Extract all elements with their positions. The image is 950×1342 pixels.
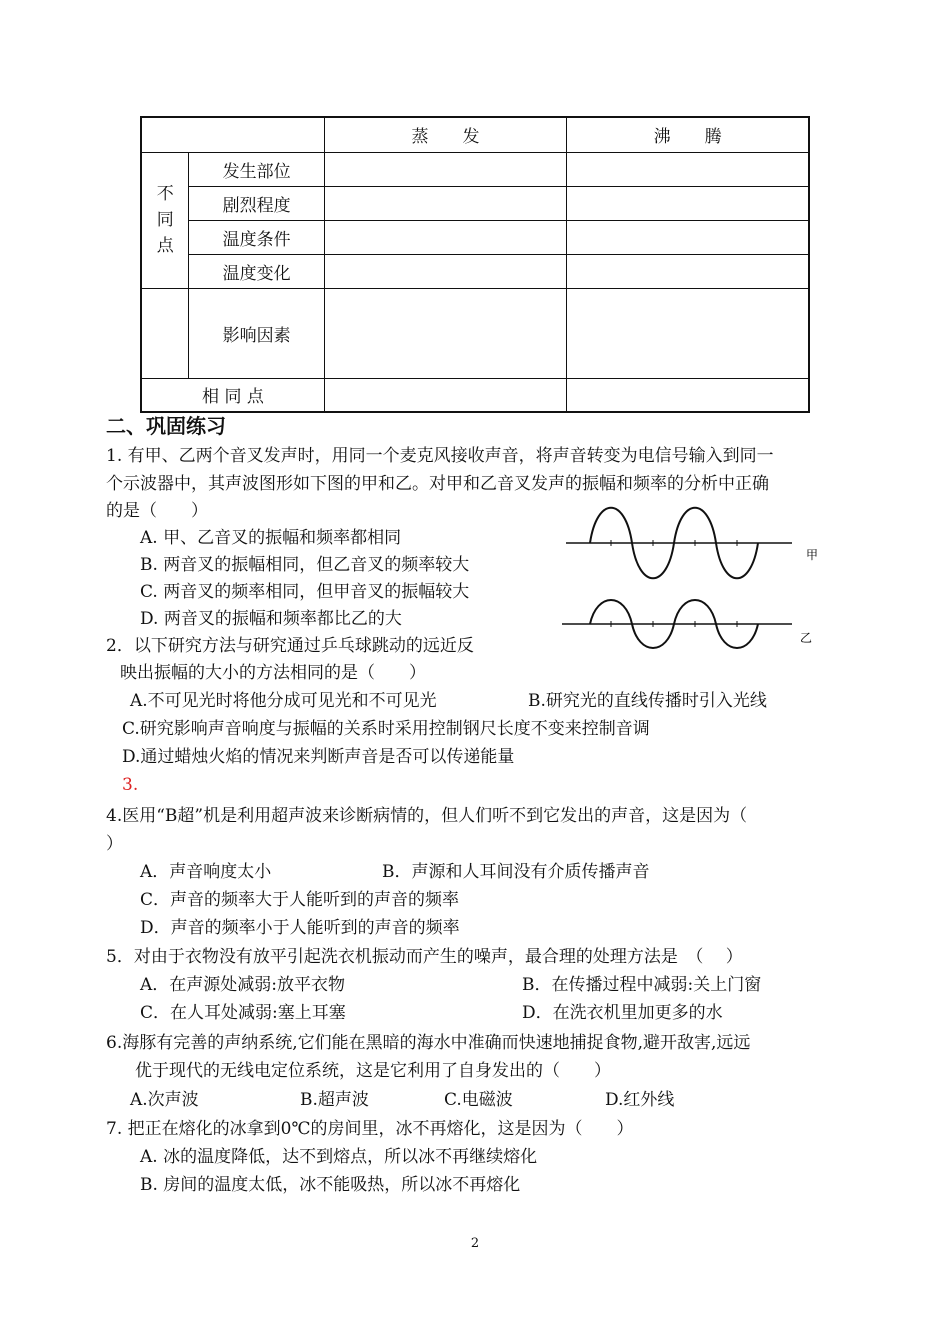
group-label-char: 不 <box>156 184 174 204</box>
answer-cell <box>324 220 566 254</box>
q7-option-b: B. 房间的温度太低，冰不能吸热，所以冰不再熔化 <box>140 1175 521 1195</box>
q5-stem: 5．对由于衣物没有放平引起洗衣机振动而产生的噪声，最合理的处理方法是 （ ） <box>106 947 743 967</box>
q4-option-c: C．声音的频率大于人能听到的声音的频率 <box>140 890 460 910</box>
q6-option-c: C.电磁波 <box>444 1090 513 1110</box>
group-label-differences <box>141 152 189 288</box>
row-label: 影响因素 <box>189 288 325 378</box>
wave-yi-label: 乙 <box>800 631 813 645</box>
q6-option-a: A.次声波 <box>130 1090 199 1110</box>
q4-option-d: D．声音的频率小于人能听到的声音的频率 <box>140 918 460 938</box>
q7-stem: 7. 把正在熔化的冰拿到0℃的房间里，冰不再熔化，这是因为（ ） <box>106 1119 634 1139</box>
q1-stem-line-1: 1. 有甲、乙两个音叉发声时，用同一个麦克风接收声音，将声音转变为电信号输入到同一 <box>106 446 774 466</box>
answer-cell <box>324 254 566 288</box>
row-label: 发生部位 <box>189 152 325 186</box>
q1-option-b: B. 两音叉的振幅相同，但乙音叉的频率较大 <box>140 555 470 575</box>
q2-option-c: C.研究影响声音响度与振幅的关系时采用控制钢尺长度不变来控制音调 <box>122 719 650 739</box>
q5-option-d: D．在洗衣机里加更多的水 <box>522 1003 723 1023</box>
answer-cell <box>324 288 566 378</box>
q6-stem-line-2: 优于现代的无线电定位系统，这是它利用了自身发出的（ ） <box>135 1061 611 1081</box>
answer-cell <box>567 152 809 186</box>
q2-option-b: B.研究光的直线传播时引入光线 <box>528 691 767 711</box>
q2-stem-line-2: 映出振幅的大小的方法相同的是（ ） <box>120 663 426 683</box>
q3-number: 3. <box>122 775 139 795</box>
group-spacer-cell <box>141 288 189 378</box>
q1-stem-line-2: 个示波器中，其声波图形如下图的甲和乙。对甲和乙音叉发声的振幅和频率的分析中正确 <box>106 474 769 494</box>
section-title: 二、巩固练习 <box>106 414 226 438</box>
q1-option-d: D. 两音叉的振幅和频率都比乙的大 <box>140 609 402 629</box>
answer-cell <box>567 220 809 254</box>
answer-cell <box>567 186 809 220</box>
group-label-char: 同 <box>156 210 174 230</box>
header-evaporation: 蒸 发 <box>324 117 566 152</box>
row-label: 剧烈程度 <box>189 186 325 220</box>
table-corner-cell <box>141 117 324 152</box>
row-label: 温度条件 <box>189 220 325 254</box>
group-label-char: 点 <box>156 236 174 256</box>
answer-cell <box>324 152 566 186</box>
q7-option-a: A. 冰的温度降低，达不到熔点，所以冰不再继续熔化 <box>140 1147 538 1167</box>
answer-cell <box>567 254 809 288</box>
q2-option-d: D.通过蜡烛火焰的情况来判断声音是否可以传递能量 <box>122 747 515 767</box>
row-label: 温度变化 <box>189 254 325 288</box>
q1-option-c: C. 两音叉的频率相同，但甲音叉的振幅较大 <box>140 582 470 602</box>
waveform-figure <box>560 500 830 650</box>
q1-option-a: A. 甲、乙音叉的振幅和频率都相同 <box>140 528 402 548</box>
q4-stem-line-1: 4.医用“B超”机是利用超声波来诊断病情的，但人们听不到它发出的声音，这是因为（ <box>106 806 748 826</box>
q5-option-c: C．在人耳处减弱:塞上耳塞 <box>140 1003 346 1023</box>
q6-option-d: D.红外线 <box>605 1090 675 1110</box>
q6-stem-line-1: 6.海豚有完善的声纳系统,它们能在黑暗的海水中准确而快速地捕捉食物,避开敌害,远远 <box>106 1033 751 1053</box>
wave-jia-label: 甲 <box>806 548 819 562</box>
answer-cell <box>324 186 566 220</box>
row-label-same: 相 同 点 <box>141 378 324 412</box>
q4-stem-line-2: ） <box>106 834 123 854</box>
q5-option-b: B．在传播过程中减弱:关上门窗 <box>522 975 762 995</box>
q4-option-a: A．声音响度太小 <box>140 862 272 882</box>
comparison-table <box>140 116 810 413</box>
q2-option-a: A.不可见光时将他分成可见光和不可见光 <box>130 691 437 711</box>
q6-option-b: B.超声波 <box>300 1090 369 1110</box>
q5-option-a: A．在声源处减弱:放平衣物 <box>140 975 346 995</box>
q2-stem-line-1: 2．以下研究方法与研究通过乒乓球跳动的远近反 <box>106 636 474 656</box>
page-number: 2 <box>470 1236 480 1251</box>
answer-cell <box>567 378 809 412</box>
q4-option-b: B．声源和人耳间没有介质传播声音 <box>382 862 650 882</box>
header-boiling: 沸 腾 <box>567 117 809 152</box>
answer-cell <box>324 378 566 412</box>
answer-cell <box>567 288 809 378</box>
q1-stem-line-3: 的是（ ） <box>106 501 208 521</box>
